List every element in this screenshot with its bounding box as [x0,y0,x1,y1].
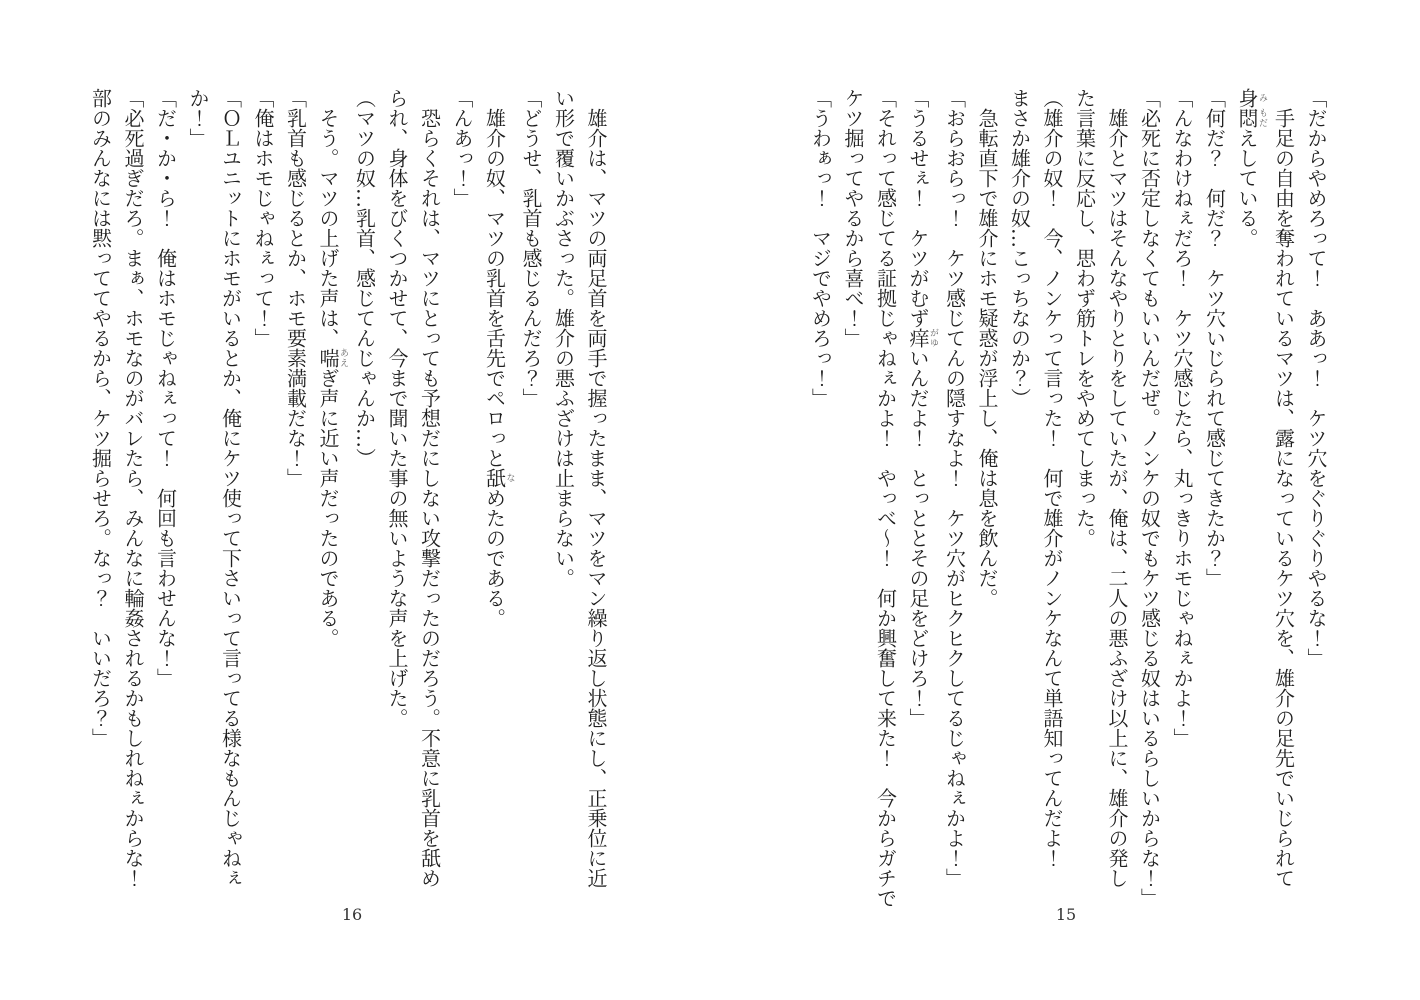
text-column: 「それって感じてる証拠じゃねぇかよ！ やっべ～！ 何か興奮して来た！ 今からガチで [873,88,898,908]
text-column: 部のみんなには黙っててやるから、ケツ掘らせろ。なっ？ いいだろ？」 [88,88,113,748]
furigana-ruby: 喘あえ [316,348,348,368]
text-column: 身み悶もだえしている。 [1235,88,1267,248]
text-column: 「うるせぇ！ ケツがむず痒がゆいんだよ！ とっととその足をどけろ！」 [906,88,938,728]
text-column: 雄介は、マツの両足首を両手で握ったまま、マツをマン繰り返し状態にし、正乗位に近 [584,108,608,888]
text-column: か！」 [186,88,210,148]
text-column: 「どうせ、乳首も感じるんだろ？」 [519,88,543,408]
page-16-text-block [84,88,612,923]
page-16-number: 16 [341,905,363,924]
text-column: 「うわぁっ！ マジでやめろっ！」 [808,88,833,408]
text-column: 「んあっ！」 [450,88,474,208]
furigana-ruby: 悶もだ [1235,108,1267,128]
text-column: 「俺はホモじゃねぇって！」 [251,88,275,348]
text-column: そう。マツの上げた声は、喘あえぎ声に近い声だったのである。 [316,108,348,648]
text-column: （マツの奴…乳首、感じてんじゃんか…） [352,88,377,468]
text-column: まさか雄介の奴…こっちなのか？） [1007,88,1032,408]
text-column: 雄介とマツはそんなやりとりをしていたが、俺は、二人の悪ふざけ以上に、雄介の発し [1105,108,1129,888]
text-column: 「だからやめろって！ ああっ！ ケツ穴をぐりぐりやるな！」 [1304,88,1328,668]
furigana-ruby: 身み [1235,88,1267,108]
text-column: 「だ・か・ら！ 俺はホモじゃねぇって！ 何回も言わせんな！」 [153,88,178,688]
text-column: られ、身体をびくつかせて、今まで聞いた事の無いような声を上げた。 [385,88,409,728]
page-15-text-block [804,88,1332,923]
furigana-ruby: 舐な [482,468,515,488]
text-column: ケツ掘ってやるから喜べ！」 [841,88,865,348]
text-column: 「何だ？ 何だ？ ケツ穴いじられて感じてきたか？」 [1202,88,1227,588]
text-column: 「必死過ぎだろ。まぁ、ホモなのがバレたら、みんなに輪姦されるかもしれねぇからな！ [121,88,145,888]
text-column: 「ＯＬユニットにホモがいるとか、俺にケツ使って下さいって言ってる様なもんじゃねぇ [218,88,243,888]
page-15-number: 15 [1055,905,1077,924]
text-column: い形で覆いかぶさった。雄介の悪ふざけは止まらない。 [551,88,576,588]
text-column: 雄介の奴、マツの乳首を舌先でペロっと舐なめたのである。 [482,108,515,628]
text-column: （雄介の奴！ 今、ノンケって言った！ 何で雄介がノンケなんて単語知ってんだよ！ [1040,88,1064,868]
furigana-ruby: 痒がゆ [906,328,938,348]
text-column: 手足の自由を奪われているマツは、露になっているケツ穴を、雄介の足先でいじられて [1271,108,1296,888]
text-column: 「んなわけねぇだろ！ ケツ穴感じたら、丸っきりホモじゃねぇかよ！」 [1170,88,1194,748]
text-column: 「おらおらっ！ ケツ感じてんの隠すなよ！ ケツ穴がヒクヒクしてるじゃねぇかよ！」 [942,88,967,888]
text-column: 「必死に否定しなくてもいいんだぜ。ノンケの奴でもケツ感じる奴はいるらしいからな！」 [1137,88,1162,908]
text-column: た言葉に反応し、思わず筋トレをやめてしまった。 [1072,88,1097,548]
text-column: 恐らくそれは、マツにとっても予想だにしない攻撃だったのだろう。不意に乳首を舐め [417,108,442,888]
text-column: 急転直下で雄介にホモ疑惑が浮上し、俺は息を飲んだ。 [975,108,999,608]
text-column: 「乳首も感じるとか、ホモ要素満載だな！」 [283,88,308,488]
